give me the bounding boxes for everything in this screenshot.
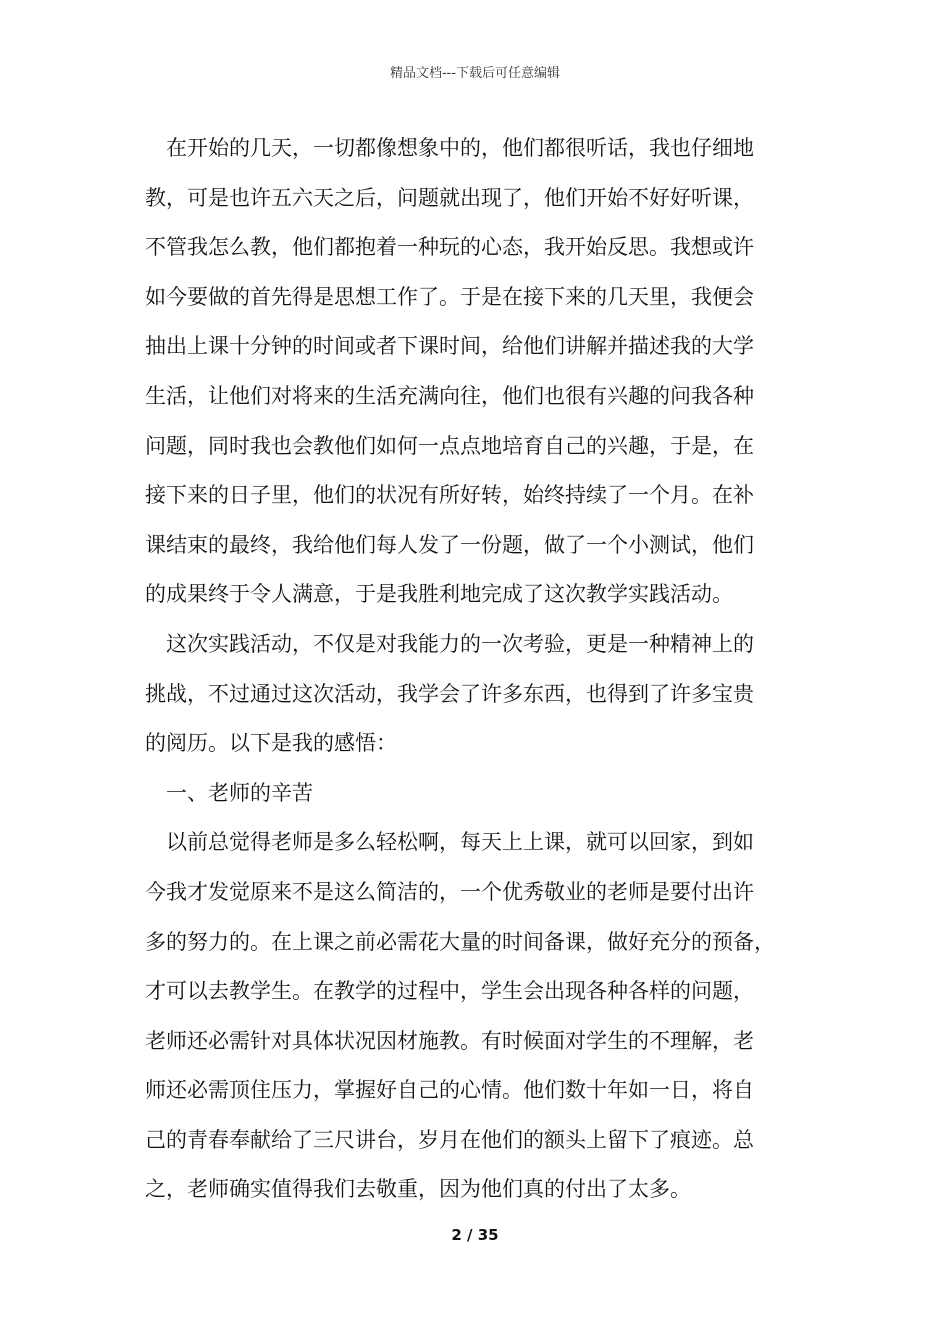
text-line: 今我才发觉原来不是这么简洁的，一个优秀敬业的老师是要付出许 (145, 879, 754, 904)
text-line: 己的青春奉献给了三尺讲台，岁月在他们的额头上留下了痕迹。总 (145, 1127, 754, 1152)
text-line: 问题，同时我也会教他们如何一点点地培育自己的兴趣，于是，在 (145, 433, 754, 458)
text-line: 的成果终于令人满意，于是我胜利地完成了这次教学实践活动。 (145, 582, 733, 607)
text-line: 接下来的日子里，他们的状况有所好转，始终持续了一个月。在补 (145, 483, 754, 508)
text-line: 抽出上课十分钟的时间或者下课时间，给他们讲解并描述我的大学 (145, 334, 754, 359)
text-line: 不管我怎么教，他们都抱着一种玩的心态，我开始反思。我想或许 (145, 235, 754, 260)
text-line: 多的努力的。在上课之前必需花大量的时间备课，做好充分的预备， (145, 929, 775, 954)
document-body (145, 124, 820, 1215)
page-number: 2 / 35 (451, 1226, 499, 1244)
text-line: 之，老师确实值得我们去敬重，因为他们真的付出了太多。 (145, 1177, 691, 1202)
page-header: 精品文档---下载后可任意编辑 (389, 66, 561, 81)
text-line: 挑战，不过通过这次活动，我学会了许多东西，也得到了许多宝贵 (145, 681, 754, 706)
text-line: 以前总觉得老师是多么轻松啊，每天上上课，就可以回家，到如 (166, 830, 754, 855)
text-line: 如今要做的首先得是思想工作了。于是在接下来的几天里，我便会 (145, 284, 754, 309)
text-line: 课结束的最终，我给他们每人发了一份题，做了一个小测试，他们 (145, 532, 754, 557)
section-heading: 一、老师的辛苦 (166, 780, 313, 805)
text-line: 师还必需顶住压力，掌握好自己的心情。他们数十年如一日，将自 (145, 1078, 754, 1103)
text-line: 老师还必需针对具体状况因材施教。有时候面对学生的不理解，老 (145, 1028, 754, 1053)
text-line: 教，可是也许五六天之后，问题就出现了，他们开始不好好听课， (145, 185, 754, 210)
text-line: 这次实践活动，不仅是对我能力的一次考验，更是一种精神上的 (166, 631, 754, 656)
text-line: 的阅历。以下是我的感悟： (145, 731, 397, 756)
text-line: 在开始的几天，一切都像想象中的，他们都很听话，我也仔细地 (166, 136, 754, 160)
text-line: 才可以去教学生。在教学的过程中，学生会出现各种各样的问题， (145, 979, 754, 1004)
text-line: 生活，让他们对将来的生活充满向往，他们也很有兴趣的问我各种 (145, 383, 754, 408)
